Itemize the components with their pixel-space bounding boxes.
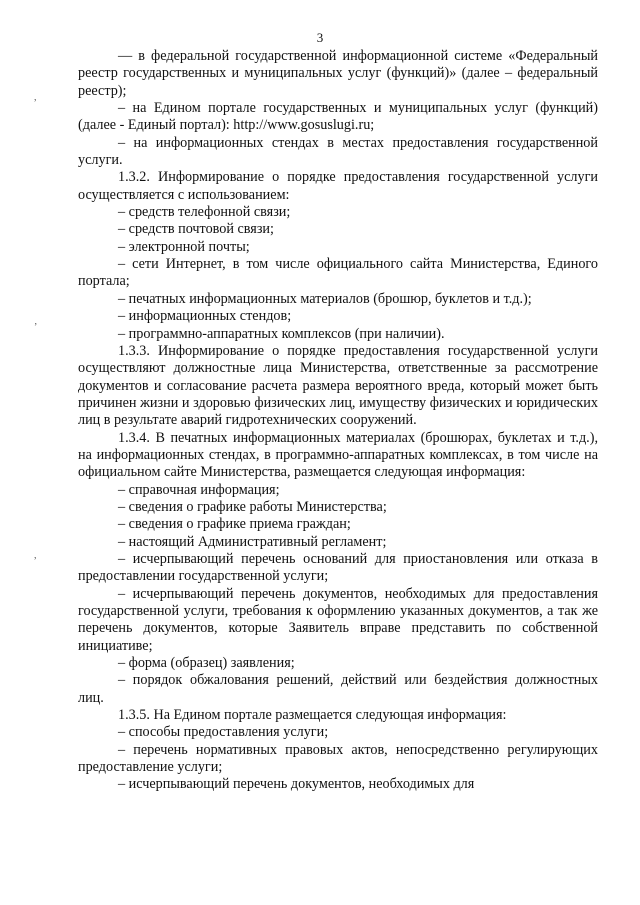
margin-mark: ,	[34, 550, 37, 561]
paragraph-info-stands: – на информационных стендах в местах предоставления государственной услуги.	[78, 134, 598, 169]
margin-mark: ,	[34, 92, 37, 103]
page-number: 3	[316, 30, 324, 45]
paragraph-federal-registry: — в федеральной государственной информационной системе «Федеральный реестр государственных и муниципальных услуг (функций)» (далее – федеральный реестр);	[78, 48, 598, 99]
list-item-internet: – сети Интернет, в том числе официального сайта Министерства, Единого портала;	[78, 256, 598, 290]
list-item-methods: – способы предоставления услуги;	[118, 724, 329, 741]
list-item-legal-acts: – перечень нормативных правовых актов, непосредственно регулирующих предоставление услуги;	[78, 741, 598, 776]
paragraph-1-3-3: 1.3.3. Информирование о порядке предоставления государственной услуги осуществляют должностные лица Министерства, ответственные за рассмотрение документов и согласование расчета размера вероятного вреда, который может быть причинен жизни и здоровью физических лиц, имуществу физических и юридических лиц в результате аварий гидротехнических сооружений.	[78, 342, 598, 429]
list-item-email: – электронной почты;	[118, 238, 250, 255]
list-item-form: – форма (образец) заявления;	[118, 655, 295, 672]
body-text	[78, 48, 598, 794]
list-item-post: – средств почтовой связи;	[118, 221, 274, 238]
list-item-regulation: – настоящий Административный регламент;	[118, 533, 387, 550]
margin-mark: ’	[34, 322, 38, 333]
list-item-stands: – информационных стендов;	[118, 308, 292, 325]
list-item-grounds: – исчерпывающий перечень оснований для приостановления или отказа в предоставлении государственной услуги;	[78, 550, 598, 585]
list-item-appeal: – порядок обжалования решений, действий или бездействия должностных лиц.	[78, 672, 598, 706]
list-item-schedule: – сведения о графике работы Министерства;	[118, 498, 387, 515]
list-item-reception: – сведения о графике приема граждан;	[118, 516, 351, 533]
paragraph-1-3-2: 1.3.2. Информирование о порядке предоставления государственной услуги осуществляется с использованием:	[78, 169, 598, 203]
list-item-documents-required: – исчерпывающий перечень документов, необходимых для	[118, 776, 475, 793]
paragraph-1-3-4: 1.3.4. В печатных информационных материалах (брошюрах, буклетах и т.д.), на информационных стендах, в программно-аппаратных комплексах, в том числе на официальном сайте Министерства, размещается следующая информация:	[78, 429, 598, 481]
list-item-reference: – справочная информация;	[118, 481, 280, 498]
list-item-printed: – печатных информационных материалов (брошюр, буклетов и т.д.);	[118, 290, 532, 307]
list-item-phone: – средств телефонной связи;	[118, 204, 291, 221]
list-item-documents: – исчерпывающий перечень документов, необходимых для предоставления государственной услуги, требования к оформлению указанных документов, а так же перечень документов, которые Заявитель вправе представить по собственной инициативе;	[78, 585, 598, 654]
paragraph-unified-portal: – на Едином портале государственных и муниципальных услуг (функций) (далее - Единый портал): http://www.gosuslugi.ru;	[78, 100, 598, 134]
paragraph-1-3-5: 1.3.5. На Едином портале размещается следующая информация:	[118, 707, 507, 724]
list-item-hardware: – программно-аппаратных комплексов (при наличии).	[118, 325, 445, 342]
